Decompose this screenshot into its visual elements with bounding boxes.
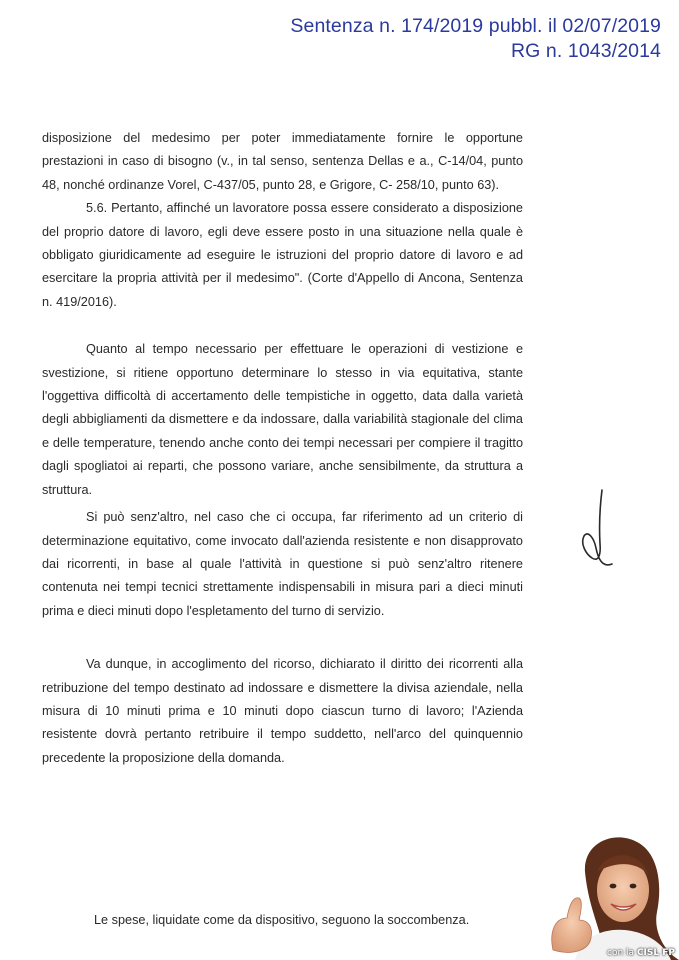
caption-prefix: con la	[607, 948, 635, 958]
promo-caption	[607, 948, 675, 958]
paragraph-2: 5.6. Pertanto, affinché un lavoratore possa essere considerato a disposizione del proprio datore di lavoro, egli deve essere posto in una situazione nella quale è obbligato giuridicamente ad eseguire le istruzioni del proprio datore di lavoro e ad esercitare la propria attività per il medesimo". (Corte d'Appello di Ancona, Sentenza n. 419/2016).	[42, 201, 523, 309]
smiling-woman-thumbs-up-picture	[545, 832, 679, 960]
caption-brand: CISL FP	[636, 948, 675, 958]
filing-stamp	[290, 14, 661, 64]
promo-badge	[545, 832, 679, 960]
closing-line: Le spese, liquidate come da dispositivo, seguono la soccombenza.	[94, 913, 470, 927]
paragraph-4: Si può senz'altro, nel caso che ci occupa, far riferimento ad un criterio di determinazione equitativo, come invocato dall'azienda resistente e non disapprovato dai ricorrenti, in base al quale l'attività in questione si può senz'altro ritenere contenuta nei tempi tecnici strettamente indispensabili in misura pari a dieci minuti prima e dieci minuti dopo l'espletamento del turno di servizio.	[42, 510, 523, 618]
document-body	[42, 127, 523, 770]
paragraph-1: disposizione del medesimo per poter immediatamente fornire le opportune prestazioni in caso di bisogno (v., in tal senso, sentenza Dellas e a., C-14/04, punto 48, nonché ordinanze Vorel, C-437/05, punto 28, e Grigore, C- 258/10, punto 63).	[42, 131, 523, 192]
stamp-sentence-line: Sentenza n. 174/2019 pubbl. il 02/07/2019	[290, 15, 661, 37]
paragraph-5: Va dunque, in accoglimento del ricorso, dichiarato il diritto dei ricorrenti alla retribuzione del tempo destinato ad indossare e dismettere la divisa aziendale, nella misura di 10 minuti prima e 10 minuti dopo ciascun turno di lavoro; l'Azienda resistente dovrà pertanto retribuire il tempo suddetto, nell'arco del quinquennio precedente la proposizione della domanda.	[42, 657, 523, 765]
stamp-rg-line: RG n. 1043/2014	[510, 40, 661, 62]
paragraph-3: Quanto al tempo necessario per effettuare le operazioni di vestizione e svestizione, si ritiene opportuno determinare lo stesso in via equitativa, stante l'oggettiva difficoltà di accertamento delle tempistiche in oggetto, data dalla varietà degli abbigliamenti da dismettere e da indossare, dalla variabilità stagionale del clima e delle temperature, tenendo anche conto dei tempi necessari per compiere il tragitto dagli spogliatoi ai reparti, che possono variare, anche sensibilmente, da struttura a struttura.	[42, 342, 523, 497]
handwritten-signature	[572, 486, 622, 576]
